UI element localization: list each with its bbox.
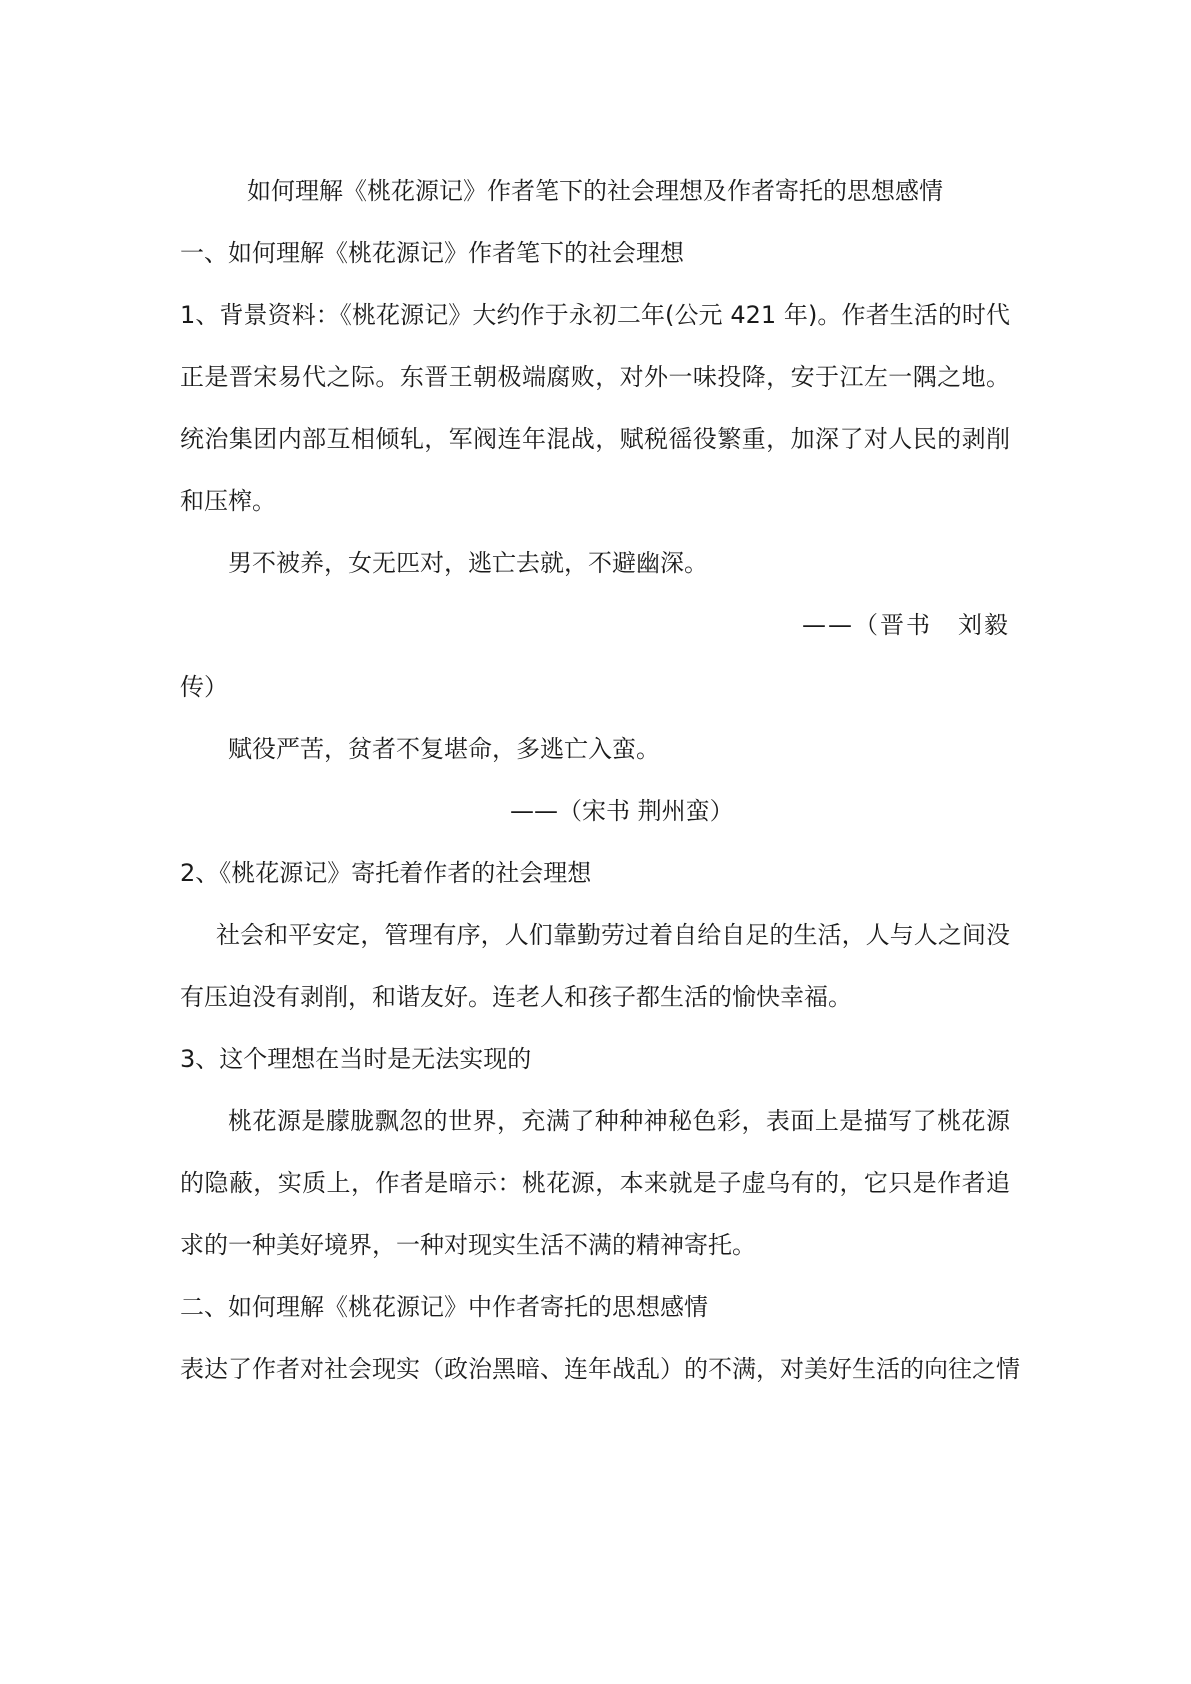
item2-body: 社会和平安定，管理有序，人们靠勤劳过着自给自足的生活，人与人之间没有压迫没有剥削，和谐友好。连老人和孩子都生活的愉快幸福。 [180,921,1010,1011]
document-title: 如何理解《桃花源记》作者笔下的社会理想及作者寄托的思想感情 [247,177,943,205]
item2-heading: 2、《桃花源记》寄托着作者的社会理想 [180,859,592,887]
citation-jinshu: ——（晋书 刘毅 [802,611,1010,639]
section1-heading: 一、如何理解《桃花源记》作者笔下的社会理想 [180,239,684,267]
item1-background: 1、背景资料：《桃花源记》大约作于永初二年(公元 421 年)。作者生活的时代正是晋宋易代之际。东晋王朝极端腐败，对外一味投降，安于江左一隅之地。统治集团内部互相倾轧，军阀连年混战，赋税徭役繁重，加深了对人民的剥削和压榨。 [180,301,1010,515]
quote-songshu: 赋役严苦，贫者不复堪命，多逃亡入蛮。 [228,735,660,763]
citation-jinshu-cont: 传） [180,673,228,701]
item3-heading: 3、这个理想在当时是无法实现的 [180,1045,532,1073]
item3-body: 桃花源是朦胧飘忽的世界，充满了种种神秘色彩，表面上是描写了桃花源的隐蔽，实质上，作者是暗示：桃花源，本来就是子虚乌有的，它只是作者追求的一种美好境界，一种对现实生活不满的精神寄托。 [180,1107,1010,1259]
document-page [180,160,1020,1400]
quote-jinshu: 男不被养，女无匹对，逃亡去就，不避幽深。 [228,549,708,577]
section2-heading: 二、如何理解《桃花源记》中作者寄托的思想感情 [180,1293,708,1321]
citation-songshu: ——（宋书 荆州蛮） [510,797,734,825]
section2-body: 表达了作者对社会现实（政治黑暗、连年战乱）的不满，对美好生活的向往之情 [180,1355,1020,1383]
